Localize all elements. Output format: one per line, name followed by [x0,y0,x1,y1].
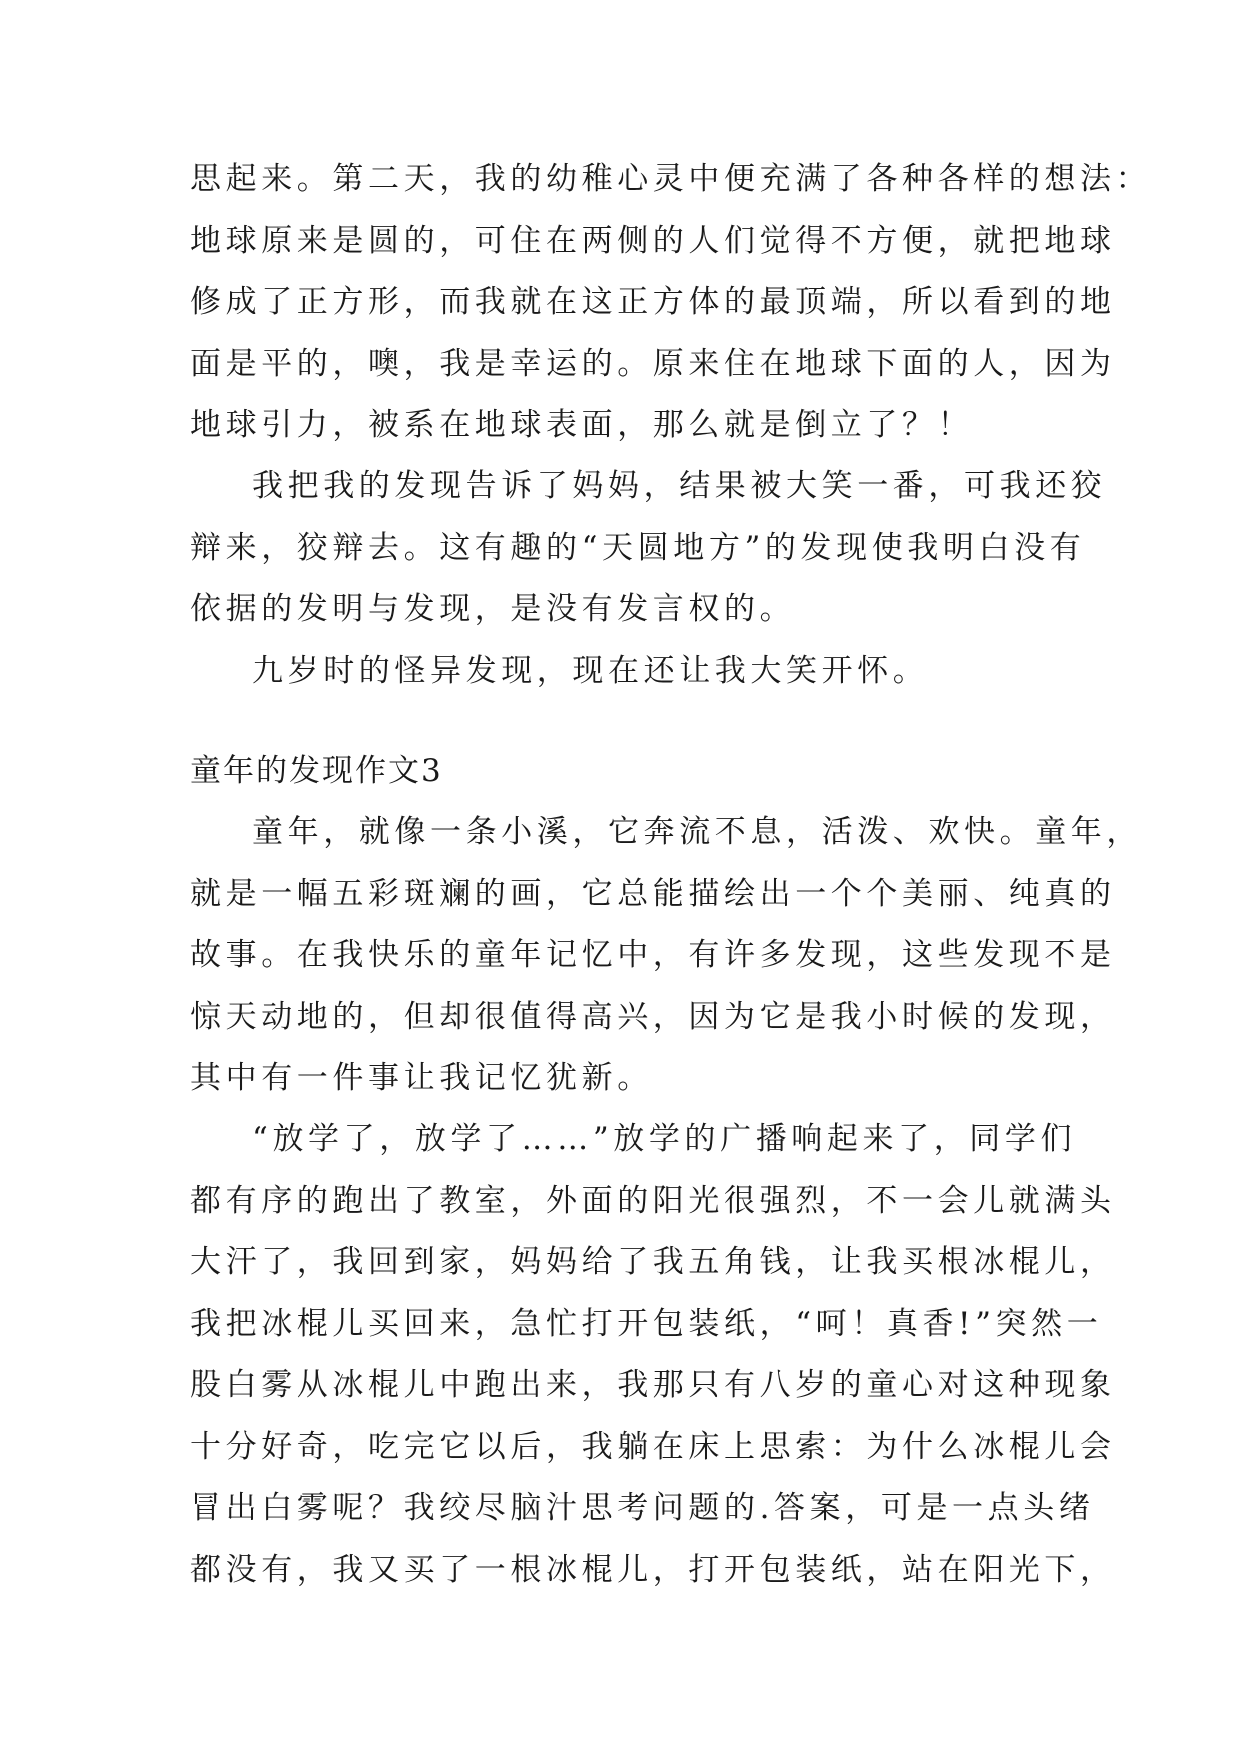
text-line: 地球原来是圆的，可住在两侧的人们觉得不方便，就把地球 [190,223,1116,259]
text-line: 其中有一件事让我记忆犹新。 [190,1060,653,1096]
text-line: 都没有，我又买了一根冰棍儿，打开包装纸，站在阳光下， [190,1552,1116,1588]
text-line: 修成了正方形，而我就在这正方体的最顶端，所以看到的地 [190,284,1116,320]
text-line: “放学了，放学了……”放学的广播响起来了，同学们 [252,1121,1077,1157]
text-line: 我把我的发现告诉了妈妈，结果被大笑一番，可我还狡 [252,468,1107,504]
text-line: 思起来。第二天，我的幼稚心灵中便充满了各种各样的想法： [190,161,1152,197]
text-line: 都有序的跑出了教室，外面的阳光很强烈，不一会儿就满头 [190,1183,1116,1219]
text-line: 依据的发明与发现，是没有发言权的。 [190,591,796,627]
text-line: 股白雾从冰棍儿中跑出来，我那只有八岁的童心对这种现象 [190,1367,1116,1403]
text-line: 面是平的，噢，我是幸运的。原来住在地球下面的人，因为 [190,346,1116,382]
text-line: 大汗了，我回到家，妈妈给了我五角钱，让我买根冰棍儿， [190,1244,1116,1280]
text-line: 十分好奇，吃完它以后，我躺在床上思索：为什么冰棍儿会 [190,1429,1116,1465]
text-line: 九岁时的怪异发现，现在还让我大笑开怀。 [252,653,929,689]
text-line: 冒出白雾呢？我绞尽脑汁思考问题的.答案，可是一点头绪 [190,1490,1095,1526]
text-line: 我把冰棍儿买回来，急忙打开包装纸，“呵！真香!”突然一 [190,1306,1103,1342]
text-line: 故事。在我快乐的童年记忆中，有许多发现，这些发现不是 [190,937,1116,973]
text-line: 童年，就像一条小溪，它奔流不息，活泼、欢快。童年， [252,814,1142,850]
text-line: 就是一幅五彩斑斓的画，它总能描绘出一个个美丽、纯真的 [190,876,1116,912]
text-line: 惊天动地的，但却很值得高兴，因为它是我小时候的发现， [190,999,1116,1035]
text-line: 地球引力，被系在地球表面，那么就是倒立了？！ [190,407,974,443]
text-line: 辩来，狡辩去。这有趣的“天圆地方”的发现使我明白没有 [190,530,1086,566]
section-heading: 童年的发现作文3 [190,753,443,789]
